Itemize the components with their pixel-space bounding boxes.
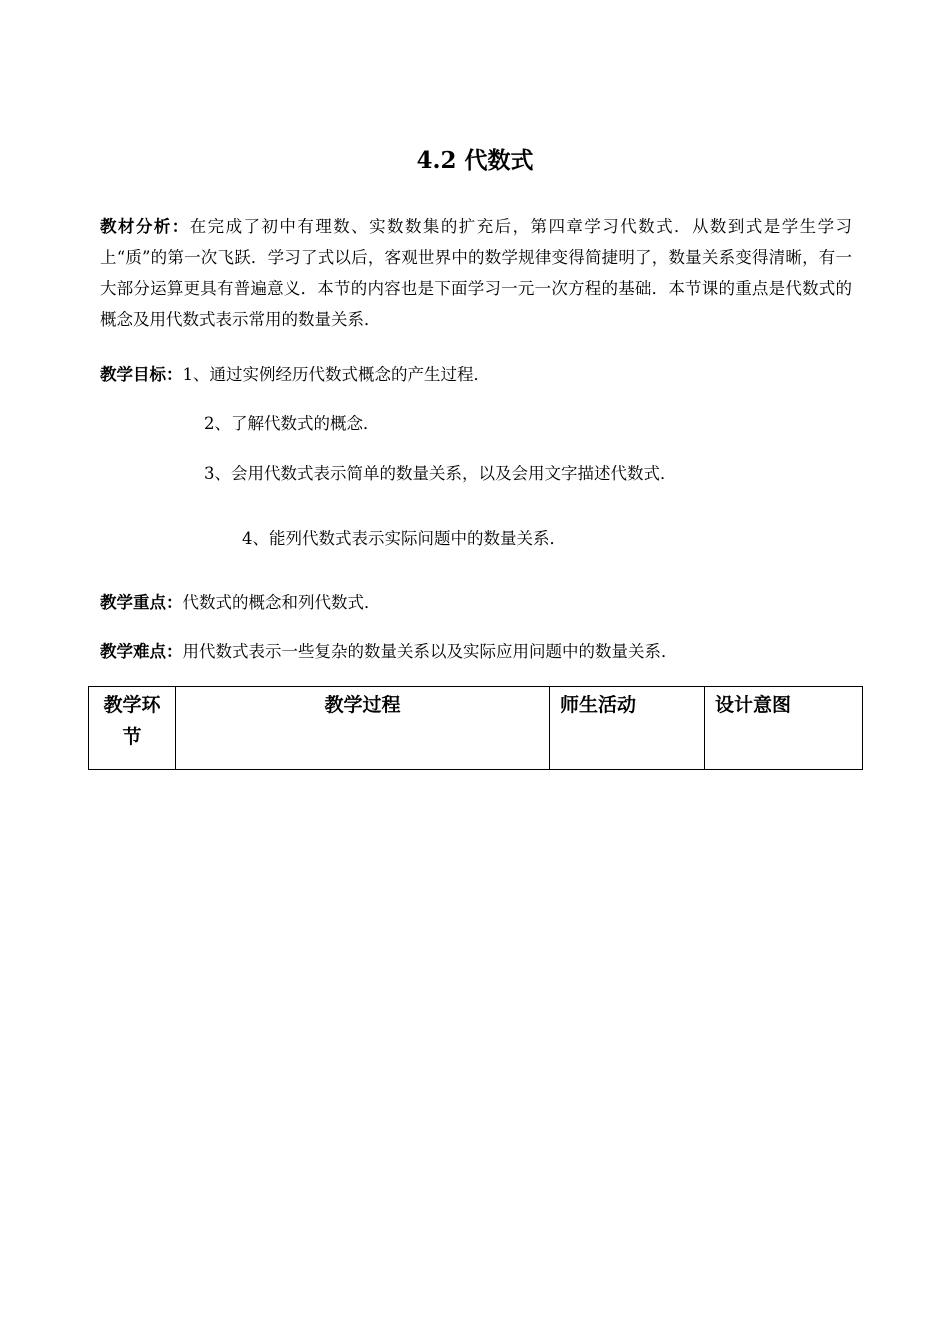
objective-item: 3、会用代数式表示简单的数量关系，以及会用文字描述代数式． [204, 464, 677, 483]
key-point-line [100, 587, 381, 618]
objectives-label: 教学目标： [100, 365, 183, 384]
header-teaching-stage: 教学环节 [89, 687, 176, 770]
difficulty-text: 用代数式表示一些复杂的数量关系以及实际应用问题中的数量关系． [182, 642, 678, 661]
objectives-line-1 [100, 359, 490, 390]
objective-item: 4、能列代数式表示实际问题中的数量关系． [242, 529, 566, 548]
header-teaching-process: 教学过程 [176, 687, 550, 770]
difficulty-line [100, 636, 678, 667]
analysis-text: 在完成了初中有理数、实数数集的扩充后，第四章学习代数式．从数到式是学生学习上“质”的第一次飞跃．学习了式以后，客观世界中的数学规律变得简捷明了，数量关系变得清晰，有一大部分运算更具有普遍意义．本节的内容也是下面学习一元一次方程的基础．本节课的重点是代数式的概念及用代数式表示常用的数量关系． [100, 217, 853, 329]
difficulty-label: 教学难点： [100, 642, 183, 661]
lesson-plan-table [88, 686, 863, 770]
page-title: 4.2 代数式 [416, 147, 534, 174]
objective-item: 2、了解代数式的概念． [204, 414, 380, 433]
key-point-label: 教学重点： [100, 593, 183, 612]
header-teacher-student-activity: 师生活动 [550, 687, 705, 770]
analysis-label: 教材分析： [100, 217, 190, 236]
header-design-intent: 设计意图 [705, 687, 863, 770]
table-header-row [89, 687, 863, 770]
key-point-text: 代数式的概念和列代数式． [182, 593, 381, 612]
objective-item: 1、通过实例经历代数式概念的产生过程． [182, 365, 490, 384]
analysis-paragraph [100, 211, 852, 335]
